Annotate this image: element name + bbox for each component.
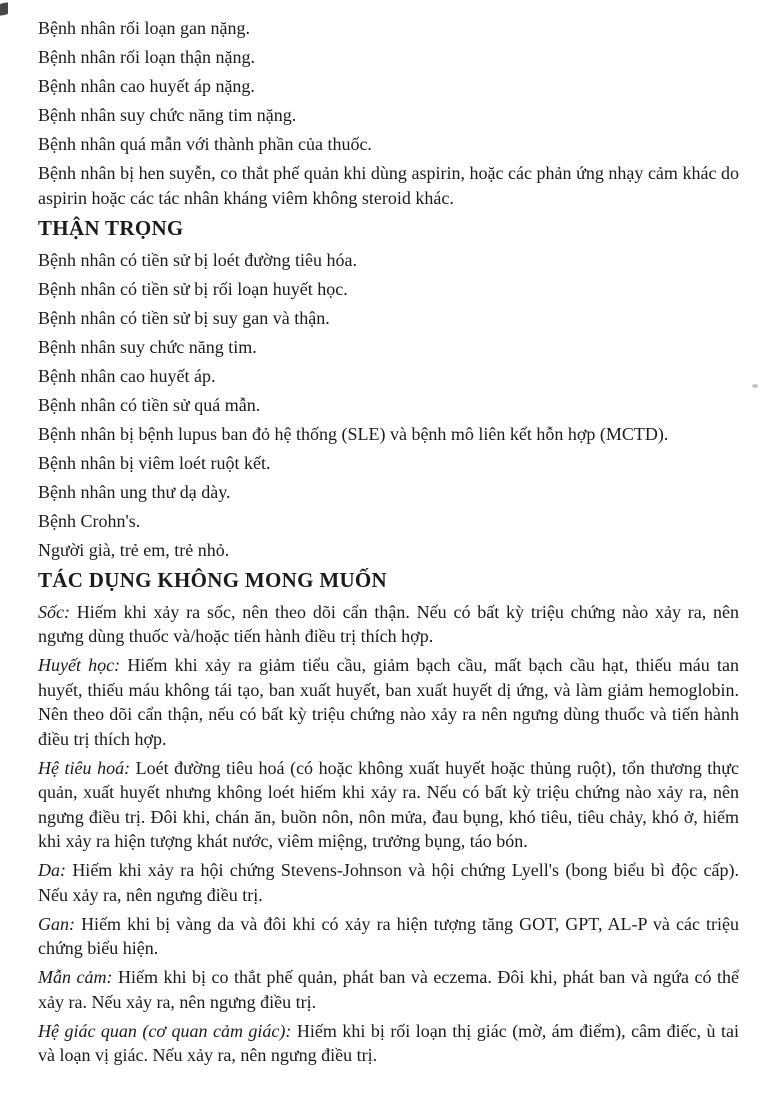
list-line: Bệnh nhân ung thư dạ dày. (38, 481, 231, 502)
list-line: Bệnh Crohn's. (38, 510, 141, 531)
labeled-paragraph (38, 756, 739, 854)
list-line: Bệnh nhân có tiền sử bị suy gan và thận. (38, 307, 330, 328)
scan-artifact-mark (0, 2, 8, 16)
paragraph-lead-label: Hệ giác quan (cơ quan cảm giác): (38, 1020, 292, 1041)
body-paragraph: Bệnh nhân bị hen suyễn, co thắt phế quản khi dùng aspirin, hoặc các phản ứng nhạy cảm khác do aspirin hoặc các tác nhân kháng viêm không steroid khác. (38, 163, 739, 208)
list-line: Bệnh nhân rối loạn gan nặng. (38, 18, 250, 38)
section-heading: TÁC DỤNG KHÔNG MONG MUỐN (38, 567, 388, 592)
paragraph-text: Hiếm khi bị co thắt phế quản, phát ban và eczema. Đôi khi, phát ban và ngứa có thể xảy ra. Nếu xảy ra, nên ngưng điều trị. (38, 967, 740, 1012)
paragraph-text: Hiếm khi xảy ra sốc, nên theo dõi cẩn thận. Nếu có bất kỳ triệu chứng nào xảy ra, nên ngưng dùng thuốc và/hoặc tiến hành điều trị thích hợp. (38, 601, 740, 646)
list-line: Bệnh nhân cao huyết áp. (38, 365, 216, 386)
paragraph-text: Hiếm khi xảy ra hội chứng Stevens-Johnson và hội chứng Lyell's (bong biểu bì độc cấp). Nếu xảy ra, nên ngưng điều trị. (38, 860, 740, 905)
list-line: Bệnh nhân bị bệnh lupus ban đỏ hệ thống (SLE) và bệnh mô liên kết hỗn hợp (MCTD). (38, 423, 669, 444)
paragraph-lead-label: Sốc: (38, 601, 70, 622)
section-heading: THẬN TRỌNG (38, 215, 184, 240)
paragraph-lead-label: Mẫn cảm: (38, 967, 113, 987)
labeled-paragraph (38, 965, 739, 1014)
list-line: Bệnh nhân cao huyết áp nặng. (38, 76, 255, 96)
list-line: Bệnh nhân có tiền sử bị loét đường tiêu hóa. (38, 249, 357, 270)
paragraph-text: Hiếm khi bị rối loạn thị giác (mờ, ám điểm), câm điếc, ù tai và loạn vị giác. Nếu xảy ra, nên ngưng điều trị. (38, 1020, 739, 1065)
list-line: Bệnh nhân có tiền sử bị rối loạn huyết học. (38, 278, 348, 299)
paragraph-text: Hiếm khi bị vàng da và đôi khi có xảy ra hiện tượng tăng GOT, GPT, AL-P và các triệu chứng biểu hiện. (38, 913, 739, 958)
paragraph-text: Loét đường tiêu hoá (có hoặc không xuất huyết hoặc thủng ruột), tổn thương thực quản, xuất huyết nhưng không loét hiếm khi xảy ra. Nếu có bất kỳ triệu chứng nào xảy ra, nên ngưng điều trị. Đôi khi, chán ăn, buồn nôn, nôn mửa, đau bụng, khó tiêu, tiêu chảy, khó ở, hiếm khi xảy ra hiện tượng khát nước, viêm miệng, trưởng bụng, táo bón. (38, 757, 739, 851)
list-line: Bệnh nhân quá mẫn với thành phần của thuốc. (38, 134, 372, 154)
list-line: Bệnh nhân rối loạn thận nặng. (38, 47, 255, 67)
paragraph-text: Hiếm khi xảy ra giảm tiểu cầu, giảm bạch cầu, mất bạch cầu hạt, thiếu máu tan huyết, thiếu máu không tái tạo, ban xuất huyết, ban xuất huyết dị ứng, và làm giảm hemoglobin. Nên theo dõi cẩn thận, nếu có bất kỳ triệu chứng nào xảy ra nên ngưng dùng thuốc và tiến hành điều trị thích hợp. (38, 655, 739, 749)
labeled-paragraph (38, 912, 739, 961)
labeled-paragraph (38, 600, 739, 649)
list-line: Bệnh nhân có tiền sử quá mẫn. (38, 394, 261, 415)
labeled-paragraph (38, 1019, 739, 1068)
paragraph-lead-label: Huyết học: (38, 655, 121, 675)
paragraph-lead-label: Hệ tiêu hoá: (38, 757, 131, 778)
list-line: Bệnh nhân suy chức năng tim. (38, 336, 257, 357)
drug-leaflet-content (38, 16, 739, 1072)
paragraph-lead-label: Gan: (38, 913, 75, 934)
list-line: Người già, trẻ em, trẻ nhỏ. (38, 539, 230, 560)
labeled-paragraph (38, 858, 739, 907)
labeled-paragraph (38, 653, 739, 751)
paragraph-lead-label: Da: (38, 860, 66, 880)
list-line: Bệnh nhân bị viêm loét ruột kết. (38, 452, 271, 473)
list-line: Bệnh nhân suy chức năng tim nặng. (38, 105, 297, 125)
scan-speck (752, 384, 758, 388)
